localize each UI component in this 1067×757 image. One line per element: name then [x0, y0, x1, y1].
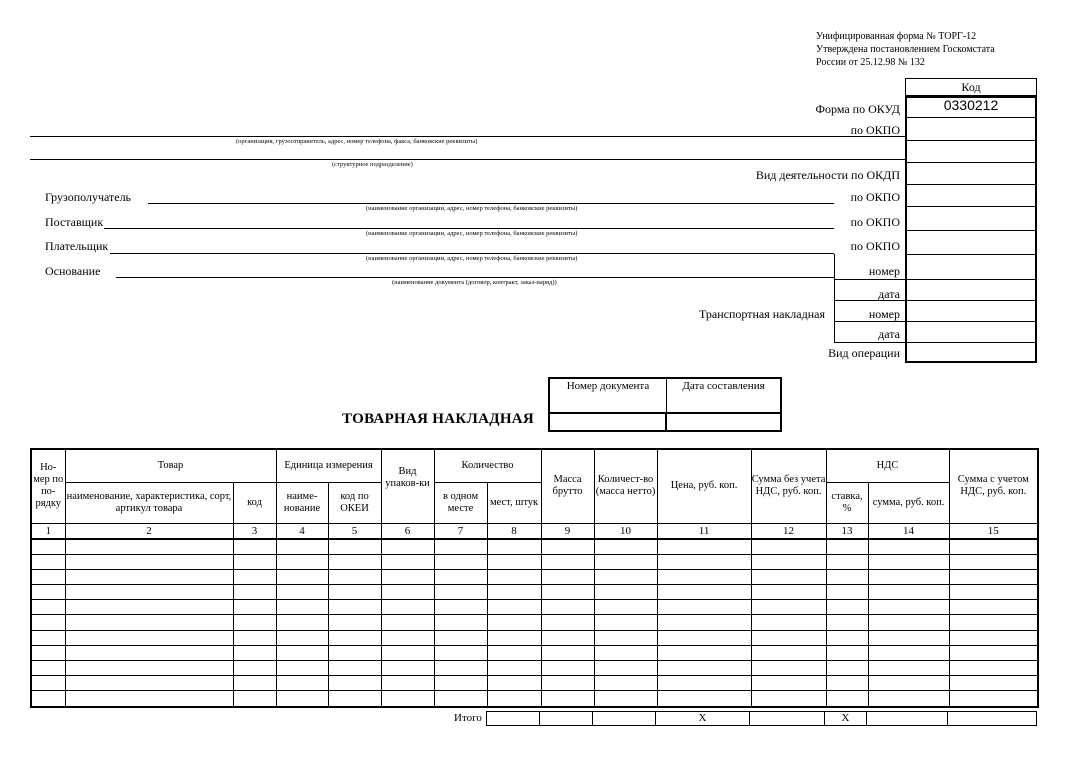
totals-label: Итого: [454, 712, 482, 724]
supplier-okpo-label: по ОКПО: [850, 215, 900, 229]
table-cell[interactable]: [826, 676, 868, 691]
consignee-okpo-label: по ОКПО: [850, 190, 900, 204]
table-cell[interactable]: [594, 600, 657, 615]
table-cell[interactable]: [381, 676, 434, 691]
table-cell[interactable]: [276, 676, 328, 691]
table-row: [31, 615, 1038, 630]
table-cell[interactable]: [657, 630, 751, 645]
code-row-sep: [906, 300, 1036, 301]
table-cell[interactable]: [381, 600, 434, 615]
table-cell[interactable]: [65, 539, 233, 555]
table-cell[interactable]: [751, 539, 826, 555]
document-number-date-box: [548, 377, 782, 432]
table-cell[interactable]: [233, 615, 276, 630]
table-cell[interactable]: [868, 630, 949, 645]
column-number: 1: [31, 523, 65, 539]
doc-number-header: Номер документа: [550, 379, 667, 412]
table-cell[interactable]: [949, 569, 1038, 584]
table-cell[interactable]: [434, 600, 487, 615]
total-gross[interactable]: [539, 711, 593, 726]
header-qty-one: в одном месте: [434, 482, 487, 523]
column-number: 11: [657, 523, 751, 539]
approval-line-1: Унифицированная форма № ТОРГ-12: [816, 31, 977, 42]
code-row-sep: [906, 321, 1036, 322]
table-cell[interactable]: [434, 630, 487, 645]
column-number: 3: [233, 523, 276, 539]
total-places[interactable]: [486, 711, 540, 726]
table-cell[interactable]: [31, 645, 65, 660]
table-cell[interactable]: [949, 691, 1038, 707]
basis-hint: (наименование документа (договор, контракт, заказ-наряд)): [392, 279, 557, 286]
column-number: 10: [594, 523, 657, 539]
table-cell[interactable]: [826, 539, 868, 555]
column-number: 15: [949, 523, 1038, 539]
table-cell[interactable]: [949, 554, 1038, 569]
table-cell[interactable]: [657, 661, 751, 676]
table-cell[interactable]: [434, 661, 487, 676]
table-row: [31, 661, 1038, 676]
table-cell[interactable]: [65, 645, 233, 660]
table-cell[interactable]: [487, 569, 541, 584]
table-cell[interactable]: [328, 554, 381, 569]
goods-table: [30, 448, 1039, 708]
table-row: [31, 569, 1038, 584]
table-cell[interactable]: [65, 569, 233, 584]
table-cell[interactable]: [826, 630, 868, 645]
table-cell[interactable]: [751, 600, 826, 615]
table-cell[interactable]: [434, 569, 487, 584]
supplier-label: Поставщик: [45, 215, 104, 229]
table-cell[interactable]: [751, 554, 826, 569]
table-row: [31, 539, 1038, 555]
table-cell[interactable]: [328, 676, 381, 691]
table-cell[interactable]: [434, 539, 487, 555]
table-cell[interactable]: [594, 691, 657, 707]
table-cell[interactable]: [276, 554, 328, 569]
table-cell[interactable]: [233, 554, 276, 569]
table-cell[interactable]: [381, 554, 434, 569]
table-cell[interactable]: [594, 539, 657, 555]
column-number: 6: [381, 523, 434, 539]
shipper-line[interactable]: [30, 136, 905, 137]
table-cell[interactable]: [328, 691, 381, 707]
table-cell[interactable]: [487, 585, 541, 600]
table-cell[interactable]: [434, 676, 487, 691]
okdp-label: Вид деятельности по ОКДП: [755, 168, 900, 182]
payer-okpo-label: по ОКПО: [850, 239, 900, 253]
table-cell[interactable]: [233, 691, 276, 707]
doc-date-value[interactable]: [667, 412, 780, 432]
table-cell[interactable]: [276, 585, 328, 600]
table-cell[interactable]: [328, 585, 381, 600]
header-qty-places: мест, штук: [487, 482, 541, 523]
table-cell[interactable]: [826, 585, 868, 600]
header-pack: Вид упаков-ки: [381, 449, 434, 523]
table-cell[interactable]: [541, 569, 594, 584]
doc-number-value[interactable]: [550, 412, 667, 432]
table-cell[interactable]: [65, 554, 233, 569]
payer-hint: (наименование организации, адрес, номер телефона, банковские реквизиты): [366, 255, 578, 262]
consignee-hint: (наименование организации, адрес, номер телефона, банковские реквизиты): [366, 205, 578, 212]
table-cell[interactable]: [594, 676, 657, 691]
table-cell[interactable]: [487, 691, 541, 707]
code-column-header: Код: [905, 78, 1037, 96]
table-cell[interactable]: [541, 600, 594, 615]
table-cell[interactable]: [381, 661, 434, 676]
transport-number-label: номер: [868, 307, 900, 321]
table-cell[interactable]: [487, 600, 541, 615]
table-cell[interactable]: [487, 676, 541, 691]
consignee-line[interactable]: [148, 203, 834, 204]
table-cell[interactable]: [434, 691, 487, 707]
table-cell[interactable]: [826, 691, 868, 707]
column-numbers-row: [31, 523, 1038, 539]
table-cell[interactable]: [657, 600, 751, 615]
table-row: [31, 645, 1038, 660]
table-cell[interactable]: [233, 600, 276, 615]
table-cell[interactable]: [657, 676, 751, 691]
table-cell[interactable]: [381, 539, 434, 555]
table-cell[interactable]: [434, 585, 487, 600]
table-cell[interactable]: [328, 661, 381, 676]
division-hint: (структурное подразделение): [332, 161, 413, 168]
transport-date-label: дата: [878, 327, 900, 341]
table-cell[interactable]: [751, 585, 826, 600]
table-cell[interactable]: [541, 645, 594, 660]
total-vat-rate-mark: X: [824, 711, 867, 726]
table-cell[interactable]: [328, 615, 381, 630]
code-row-sep: [906, 206, 1036, 207]
operation-label: Вид операции: [828, 346, 900, 360]
header-vat-sum: сумма, руб. коп.: [868, 482, 949, 523]
table-cell[interactable]: [276, 630, 328, 645]
column-number: 5: [328, 523, 381, 539]
table-cell[interactable]: [541, 630, 594, 645]
table-cell[interactable]: [657, 539, 751, 555]
table-cell[interactable]: [381, 630, 434, 645]
table-cell[interactable]: [276, 539, 328, 555]
table-cell[interactable]: [751, 645, 826, 660]
table-cell[interactable]: [541, 691, 594, 707]
okpo-label: по ОКПО: [850, 123, 900, 137]
table-row: [31, 676, 1038, 691]
table-cell[interactable]: [949, 676, 1038, 691]
column-number: 4: [276, 523, 328, 539]
table-cell[interactable]: [487, 645, 541, 660]
approval-line-2: Утверждена постановлением Госкомстата: [816, 44, 995, 55]
table-cell[interactable]: [434, 554, 487, 569]
header-unit: Единица измерения: [276, 449, 381, 482]
shipper-hint: (организация, грузоотправитель, адрес, номер телефона, факса, банковские реквизиты): [236, 138, 478, 145]
table-cell[interactable]: [949, 645, 1038, 660]
table-cell[interactable]: [751, 691, 826, 707]
table-cell[interactable]: [65, 615, 233, 630]
table-cell[interactable]: [487, 630, 541, 645]
table-cell[interactable]: [328, 600, 381, 615]
goods-rows: [31, 539, 1038, 707]
basis-number-label: номер: [868, 264, 900, 278]
table-cell[interactable]: [751, 569, 826, 584]
table-cell[interactable]: [276, 569, 328, 584]
transport-subbox-sep: [834, 342, 905, 343]
header-price: Цена, руб. коп.: [657, 449, 751, 523]
table-cell[interactable]: [65, 676, 233, 691]
table-cell[interactable]: [31, 676, 65, 691]
document-title: ТОВАРНАЯ НАКЛАДНАЯ: [342, 411, 535, 427]
code-row-sep: [906, 162, 1036, 163]
supplier-hint: (наименование организации, адрес, номер телефона, банковские реквизиты): [366, 230, 578, 237]
column-number: 13: [826, 523, 868, 539]
table-cell[interactable]: [751, 676, 826, 691]
table-cell[interactable]: [31, 585, 65, 600]
table-cell[interactable]: [276, 645, 328, 660]
table-cell[interactable]: [65, 691, 233, 707]
table-cell[interactable]: [65, 600, 233, 615]
doc-date-header: Дата составления: [682, 380, 765, 392]
total-net[interactable]: [592, 711, 656, 726]
table-cell[interactable]: [657, 691, 751, 707]
table-cell[interactable]: [541, 676, 594, 691]
form-approval: [816, 30, 995, 69]
okud-label: Форма по ОКУД: [815, 102, 900, 116]
table-cell[interactable]: [751, 615, 826, 630]
code-row-sep: [906, 342, 1036, 343]
header-net: Количест-во (масса нетто): [594, 449, 657, 523]
table-cell[interactable]: [594, 569, 657, 584]
table-cell[interactable]: [594, 585, 657, 600]
payer-line[interactable]: [110, 253, 834, 254]
table-cell[interactable]: [328, 569, 381, 584]
table-cell[interactable]: [276, 691, 328, 707]
code-row-sep: [906, 254, 1036, 255]
table-cell[interactable]: [751, 630, 826, 645]
table-cell[interactable]: [233, 645, 276, 660]
table-cell[interactable]: [949, 539, 1038, 555]
header-sum-vat: Сумма с учетом НДС, руб. коп.: [949, 449, 1038, 523]
consignee-label: Грузополучатель: [45, 190, 132, 204]
table-cell[interactable]: [487, 539, 541, 555]
okud-code-value[interactable]: 0330212: [943, 97, 999, 113]
header-sum-novat: Сумма без учета НДС, руб. коп.: [751, 449, 826, 523]
table-cell[interactable]: [381, 569, 434, 584]
table-cell[interactable]: [826, 645, 868, 660]
transport-subbox-sep: [834, 321, 905, 322]
table-cell[interactable]: [233, 661, 276, 676]
table-cell[interactable]: [594, 661, 657, 676]
table-cell[interactable]: [868, 585, 949, 600]
table-cell[interactable]: [594, 630, 657, 645]
header-goods-code: код: [233, 482, 276, 523]
table-row: [31, 691, 1038, 707]
header-unit-okei: код по ОКЕИ: [328, 482, 381, 523]
column-number: 7: [434, 523, 487, 539]
table-cell[interactable]: [487, 554, 541, 569]
table-row: [31, 600, 1038, 615]
table-cell[interactable]: [31, 600, 65, 615]
table-cell[interactable]: [868, 691, 949, 707]
table-cell[interactable]: [487, 661, 541, 676]
table-cell[interactable]: [657, 569, 751, 584]
basis-subbox-sep: [834, 300, 905, 301]
header-unit-name: наиме-нование: [276, 482, 328, 523]
table-cell[interactable]: [751, 661, 826, 676]
total-price-mark: X: [655, 711, 750, 726]
table-cell[interactable]: [826, 569, 868, 584]
table-cell[interactable]: [868, 539, 949, 555]
table-cell[interactable]: [381, 691, 434, 707]
table-cell[interactable]: [868, 615, 949, 630]
table-cell[interactable]: [868, 661, 949, 676]
total-vat-sum[interactable]: [866, 711, 948, 726]
table-cell[interactable]: [233, 676, 276, 691]
table-cell[interactable]: [31, 615, 65, 630]
table-cell[interactable]: [328, 630, 381, 645]
header-qty: Количество: [434, 449, 541, 482]
table-row: [31, 554, 1038, 569]
table-cell[interactable]: [31, 691, 65, 707]
header-goods: Товар: [65, 449, 276, 482]
basis-subbox-border: [834, 254, 835, 300]
table-cell[interactable]: [31, 554, 65, 569]
table-cell[interactable]: [434, 645, 487, 660]
table-cell[interactable]: [868, 676, 949, 691]
table-cell[interactable]: [594, 615, 657, 630]
table-cell[interactable]: [541, 585, 594, 600]
table-cell[interactable]: [868, 645, 949, 660]
basis-date-label: дата: [878, 287, 900, 301]
transport-waybill-label: Транспортная накладная: [699, 307, 825, 321]
table-cell[interactable]: [868, 554, 949, 569]
table-cell[interactable]: [276, 600, 328, 615]
table-cell[interactable]: [868, 569, 949, 584]
table-cell[interactable]: [541, 615, 594, 630]
table-cell[interactable]: [657, 645, 751, 660]
column-number: 9: [541, 523, 594, 539]
payer-label: Плательщик: [45, 239, 109, 253]
table-cell[interactable]: [949, 630, 1038, 645]
code-row-sep: [906, 184, 1036, 185]
table-cell[interactable]: [541, 554, 594, 569]
table-cell[interactable]: [65, 630, 233, 645]
table-cell[interactable]: [328, 539, 381, 555]
code-row-sep: [906, 140, 1036, 141]
table-cell[interactable]: [31, 630, 65, 645]
header-num: Но-мер по по-рядку: [31, 449, 65, 523]
table-cell[interactable]: [276, 661, 328, 676]
table-cell[interactable]: [328, 645, 381, 660]
header-vat: НДС: [826, 449, 949, 482]
basis-subbox-sep: [834, 279, 905, 280]
header-goods-name: наименование, характеристика, сорт, артикул товара: [65, 482, 233, 523]
table-cell[interactable]: [31, 539, 65, 555]
table-cell[interactable]: [949, 600, 1038, 615]
table-cell[interactable]: [826, 661, 868, 676]
table-cell[interactable]: [657, 615, 751, 630]
header-gross: Масса брутто: [541, 449, 594, 523]
table-cell[interactable]: [949, 661, 1038, 676]
table-cell[interactable]: [949, 615, 1038, 630]
table-cell[interactable]: [657, 585, 751, 600]
table-cell[interactable]: [434, 615, 487, 630]
table-cell[interactable]: [826, 615, 868, 630]
column-number: 8: [487, 523, 541, 539]
table-cell[interactable]: [381, 645, 434, 660]
table-row: [31, 630, 1038, 645]
table-cell[interactable]: [594, 554, 657, 569]
total-sum-vat[interactable]: [947, 711, 1037, 726]
table-cell[interactable]: [233, 539, 276, 555]
table-cell[interactable]: [65, 585, 233, 600]
table-cell[interactable]: [487, 615, 541, 630]
table-cell[interactable]: [381, 615, 434, 630]
table-cell[interactable]: [381, 585, 434, 600]
division-line[interactable]: [30, 159, 905, 160]
basis-line[interactable]: [116, 277, 834, 278]
column-number: 2: [65, 523, 233, 539]
table-cell[interactable]: [276, 615, 328, 630]
supplier-line[interactable]: [104, 228, 834, 229]
code-row-sep: [906, 279, 1036, 280]
table-row: [31, 585, 1038, 600]
table-cell[interactable]: [868, 600, 949, 615]
total-sum-novat[interactable]: [749, 711, 825, 726]
table-cell[interactable]: [233, 630, 276, 645]
column-number: 14: [868, 523, 949, 539]
table-cell[interactable]: [949, 585, 1038, 600]
column-number: 12: [751, 523, 826, 539]
table-cell[interactable]: [826, 600, 868, 615]
table-cell[interactable]: [541, 661, 594, 676]
header-vat-rate: ставка, %: [826, 482, 868, 523]
table-cell[interactable]: [31, 661, 65, 676]
approval-line-3: России от 25.12.98 № 132: [816, 57, 925, 68]
table-cell[interactable]: [233, 585, 276, 600]
table-cell[interactable]: [826, 554, 868, 569]
table-cell[interactable]: [31, 569, 65, 584]
table-cell[interactable]: [541, 539, 594, 555]
table-cell[interactable]: [657, 554, 751, 569]
code-row-sep: [906, 230, 1036, 231]
basis-label: Основание: [45, 264, 101, 278]
code-row-sep: [906, 117, 1036, 118]
table-cell[interactable]: [65, 661, 233, 676]
table-cell[interactable]: [594, 645, 657, 660]
table-cell[interactable]: [233, 569, 276, 584]
